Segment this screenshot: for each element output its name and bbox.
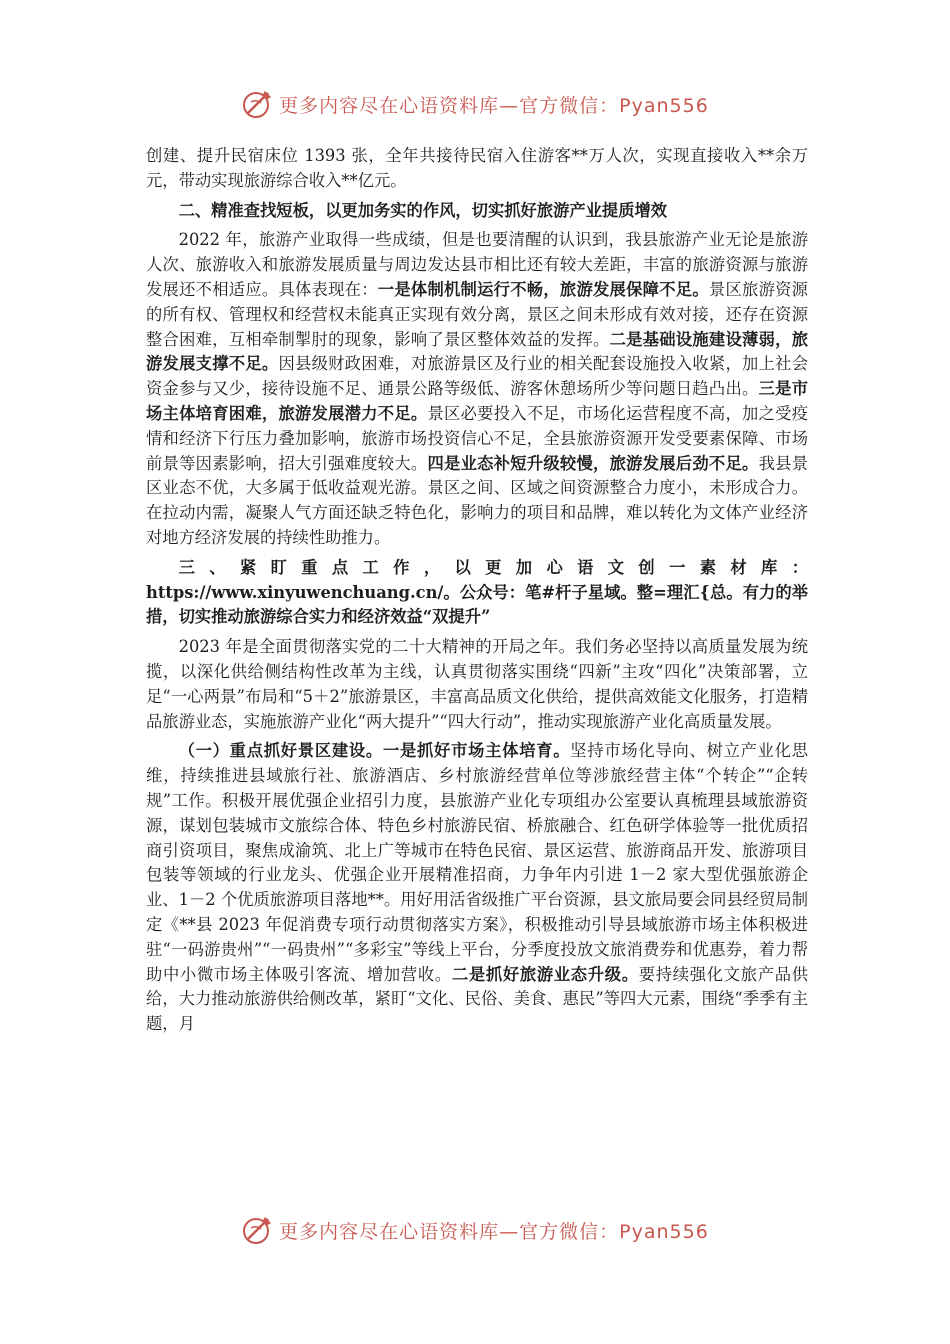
pen-logo-icon (241, 87, 275, 121)
section-heading-2: 二、精准查找短板，以更加务实的作风，切实抓好旅游产业提质增效 (178, 200, 668, 220)
section-heading-3: 三、紧盯重点工作，以更加心语文创一素材库：https://www.xinyuwenchuang.cn/。公众号：笔#杆子星域。整=理汇{总。有力的举措，切实推动旅游综合实力和经济效益“双提升” (146, 557, 808, 627)
footer-banner (0, 1210, 950, 1250)
paragraph: 2023 年是全面贯彻落实党的二十大精神的开局之年。我们务必坚持以高质量发展为统揽，以深化供给侧结构性改革为主线，认真贯彻落实围绕“四新”主攻“四化”决策部署，立足“一心两景”布局和“5＋2”旅游景区，丰富高品质文化供给，提供高效能文化服务，打造精品旅游业态，实施旅游产业化“两大提升”“四大行动”，推动实现旅游产业化高质量发展。 (146, 637, 808, 731)
paragraph: 创建、提升民宿床位 1393 张，全年共接待民宿入住游客**万人次，实现直接收入**余万元，带动实现旅游综合收入**亿元。 (146, 146, 808, 190)
header-banner (0, 84, 950, 124)
banner-text: 更多内容尽在心语资料库—官方微信：Pyan556 (279, 94, 709, 117)
document-body (146, 144, 808, 1037)
paragraph: （一）重点抓好景区建设。一是抓好市场主体培育。坚持市场化导向、树立产业化思维，持续推进县域旅行社、旅游酒店、乡村旅游经营单位等涉旅经营主体“个转企”“企转规”工作。积极开展优强企业招引力度，县旅游产业化专项组办公室要认真梳理县域旅游资源，谋划包装城市文旅综合体、特色乡村旅游民宿、桥旅融合、红色研学体验等一批优质招商引资项目，聚焦成渝筑、北上广等城市在特色民宿、景区运营、旅游商品开发、旅游项目包装等领域的行业龙头、优强企业开展精准招商，力争年内引进 1－2 家大型优强旅游企业、1－2 个优质旅游项目落地**。用好用活省级推广平台资源，县文旅局要会同县经贸局制定《**县 2023 年促消费专项行动贯彻落实方案》，积极推动引导县域旅游市场主体积极进驻“一码游贵州”“一码贵州”“多彩宝”等线上平台，分季度投放文旅消费券和优惠券，着力帮助中小微市场主体吸引客流、增加营收。二是抓好旅游业态升级。要持续强化文旅产品供给，大力推动旅游供给侧改革，紧盯“文化、民俗、美食、惠民”等四大元素，围绕“季季有主题，月 (146, 741, 808, 1034)
pen-logo-icon (241, 1213, 275, 1247)
paragraph: 2022 年，旅游产业取得一些成绩，但是也要清醒的认识到，我县旅游产业无论是旅游人次、旅游收入和旅游发展质量与周边发达县市相比还有较大差距，丰富的旅游资源与旅游发展还不相适应。具体表现在：一是体制机制运行不畅，旅游发展保障不足。景区旅游资源的所有权、管理权和经营权未能真正实现有效分离，景区之间未形成有效对接，还存在资源整合困难，互相牵制掣肘的现象，影响了景区整体效益的发挥。二是基础设施建设薄弱，旅游发展支撑不足。因县级财政困难，对旅游景区及行业的相关配套设施投入收紧，加上社会资金参与又少，接待设施不足、通景公路等级低、游客休憩场所少等问题日趋凸出。三是市场主体培育困难，旅游发展潜力不足。景区必要投入不足，市场化运营程度不高，加之受疫情和经济下行压力叠加影响，旅游市场投资信心不足，全县旅游资源开发受要素保障、市场前景等因素影响，招大引强难度较大。四是业态补短升级较慢，旅游发展后劲不足。我县景区业态不优，大多属于低收益观光游。景区之间、区域之间资源整合力度小，未形成合力。在拉动内需，凝聚人气方面还缺乏特色化，影响力的项目和品牌，难以转化为文体产业经济对地方经济发展的持续性助推力。 (146, 230, 808, 547)
banner-text: 更多内容尽在心语资料库—官方微信：Pyan556 (279, 1220, 709, 1243)
